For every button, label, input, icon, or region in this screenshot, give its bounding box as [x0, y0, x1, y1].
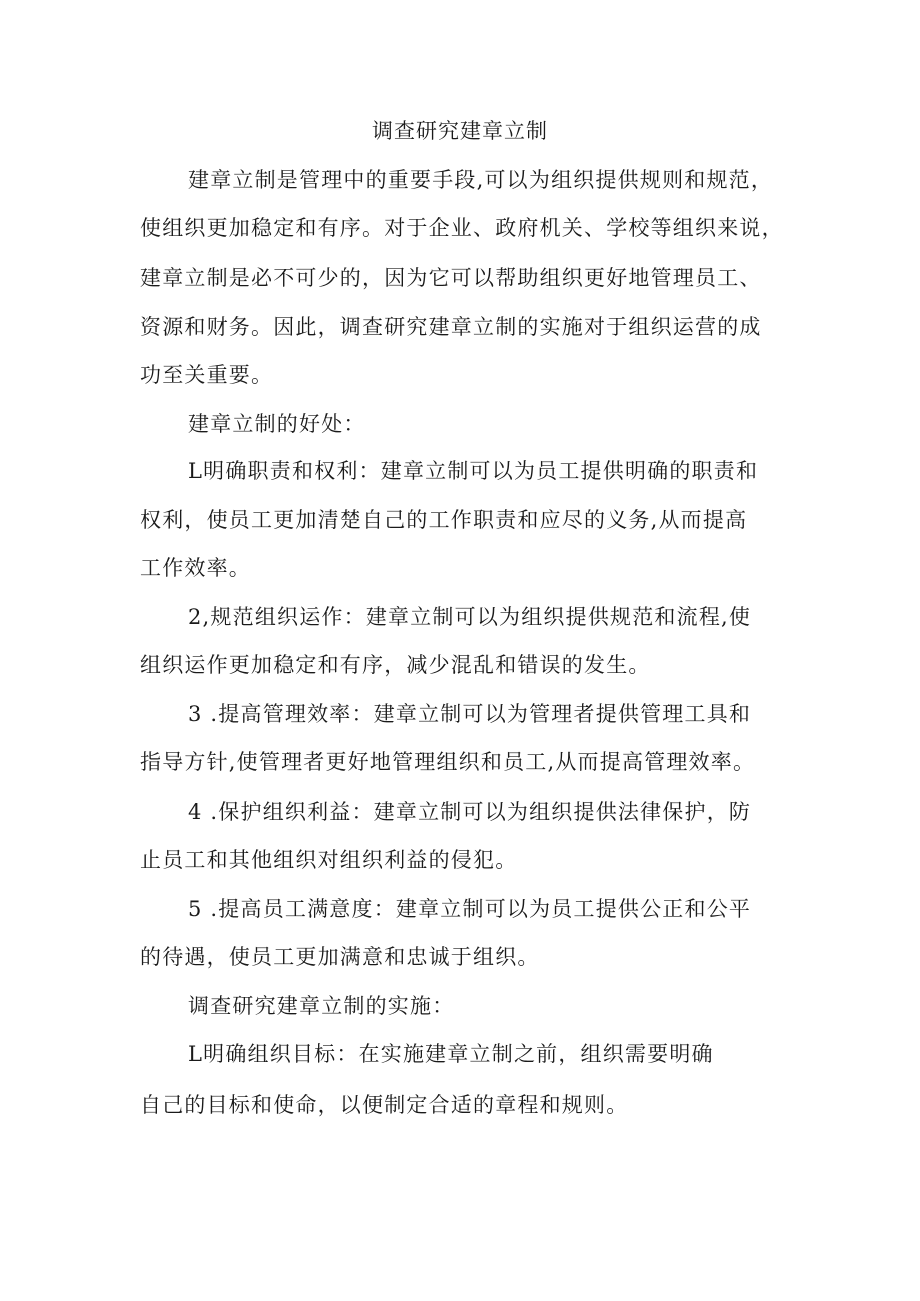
list-item: 2,规范组织运作：建章立制可以为组织提供规范和流程,使: [188, 605, 752, 629]
list-item: L明确组织目标：在实施建章立制之前，组织需要明确: [188, 1042, 714, 1066]
body-line: 建章立制是必不可少的，因为它可以帮助组织更好地管理员工、: [140, 266, 762, 290]
body-line: 的待遇，使员工更加满意和忠诚于组织。: [140, 945, 540, 969]
body-line: 使组织更加稳定和有序。对于企业、政府机关、学校等组织来说，: [140, 216, 784, 240]
section-heading: 调查研究建章立制的实施：: [188, 994, 455, 1018]
list-item: 4 .保护组织利益：建章立制可以为组织提供法律保护，防: [188, 800, 752, 824]
section-heading: 建章立制的好处：: [188, 412, 366, 436]
body-line: 工作效率。: [140, 556, 251, 580]
body-line: 权利，使员工更加清楚自己的工作职责和应尽的义务,从而提高: [140, 508, 748, 532]
body-line: 资源和财务。因此，调查研究建章立制的实施对于组织运营的成: [140, 315, 762, 339]
list-item: L明确职责和权利：建章立制可以为员工提供明确的职责和: [188, 459, 759, 483]
document-title: 调查研究建章立制: [372, 119, 548, 143]
body-line: 指导方针,使管理者更好地管理组织和员工,从而提高管理效率。: [140, 750, 756, 774]
body-line: 止员工和其他组织对组织利益的侵犯。: [140, 848, 518, 872]
body-line: 自己的目标和使命，以便制定合适的章程和规则。: [140, 1093, 629, 1117]
body-line: 组织运作更加稳定和有序，减少混乱和错误的发生。: [140, 653, 651, 677]
list-item: 5 .提高员工满意度：建章立制可以为员工提供公正和公平: [188, 897, 752, 921]
body-line: 功至关重要。: [140, 363, 274, 387]
list-item: 3 .提高管理效率：建章立制可以为管理者提供管理工具和: [188, 702, 752, 726]
body-line: 建章立制是管理中的重要手段,可以为组织提供规则和规范，: [188, 168, 774, 192]
